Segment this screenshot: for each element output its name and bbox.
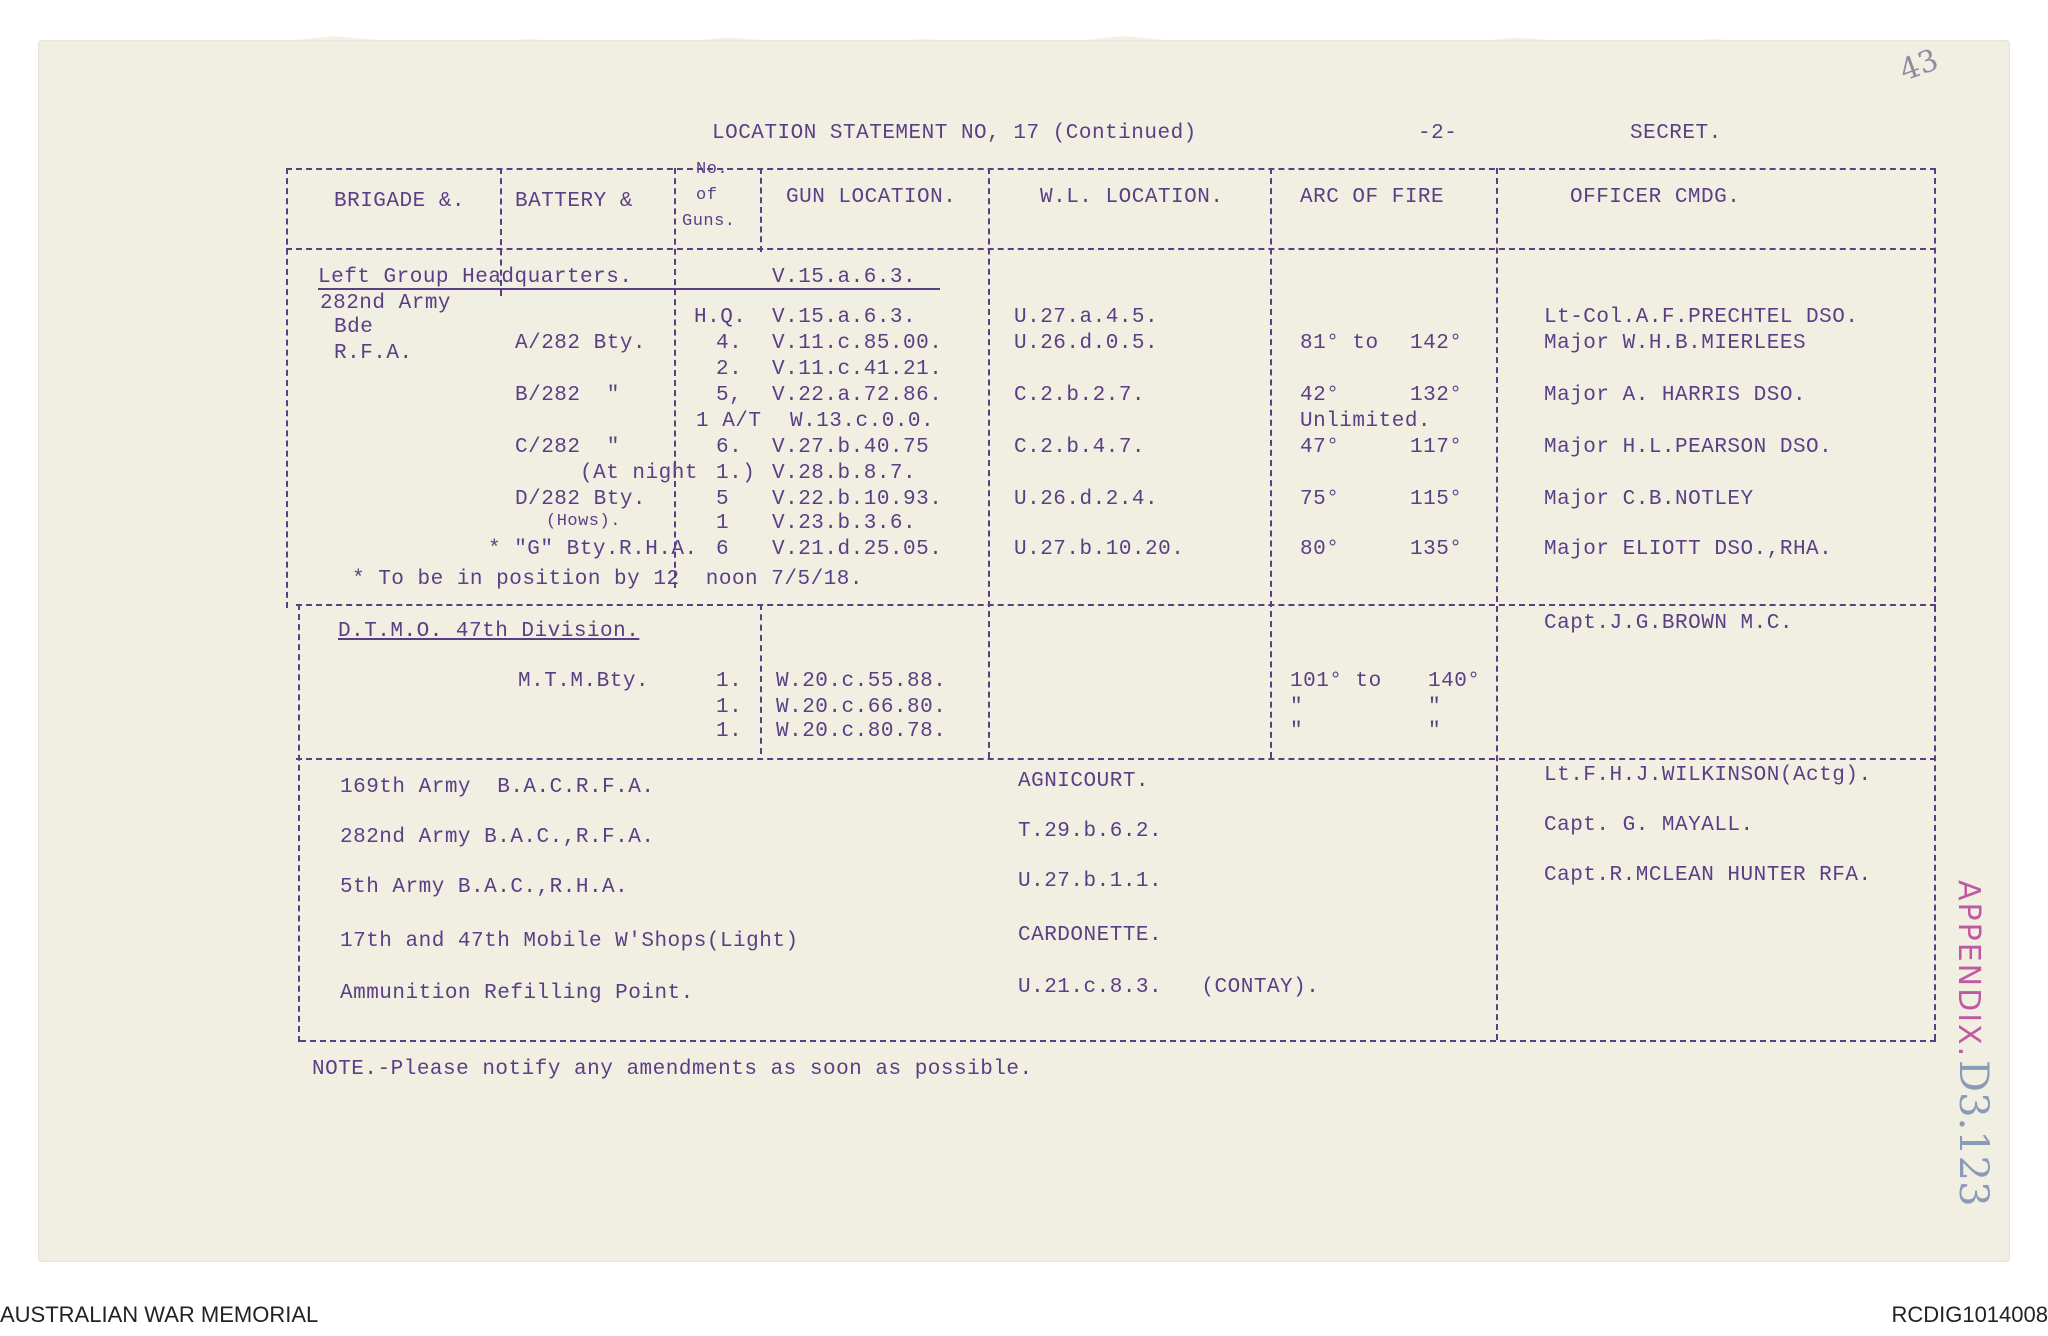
appendix-stamp: APPENDIX. [1951, 880, 1986, 1059]
footer-institution: AUSTRALIAN WAR MEMORIAL [0, 1302, 319, 1327]
dtmo-gun-location-cell: W.20.c.80.78. [776, 720, 947, 743]
header-guns-line2: of [696, 186, 718, 205]
officer-cell: Major A. HARRIS DSO. [1544, 384, 1807, 407]
gun-location-cell: V.22.a.72.86. [772, 384, 943, 407]
guns-cell: 2. [716, 358, 743, 381]
dtmo-officer: Capt.J.G.BROWN M.C. [1544, 612, 1793, 635]
guns-cell: H.Q. [694, 306, 747, 329]
wl-location-cell: U.27.a.4.5. [1014, 306, 1159, 329]
gun-location-cell: V.27.b.40.75 [772, 436, 930, 459]
header-guns-line1: No. [696, 160, 729, 179]
guns-cell: 1 [716, 512, 730, 535]
unit-cell: 17th and 47th Mobile W'Shops(Light) [340, 930, 799, 953]
unit-location-cell: U.21.c.8.3. (CONTAY). [1018, 976, 1320, 999]
left-group-location: V.15.a.6.3. [772, 266, 917, 289]
guns-cell: 4. [716, 332, 743, 355]
appendix-number: D3.123 [1950, 1060, 1996, 1207]
dtmo-guns-cell: 1. [716, 670, 743, 693]
gun-location-cell: W.13.c.0.0. [790, 410, 935, 433]
unit-cell: 282nd Army B.A.C.,R.F.A. [340, 826, 655, 849]
col-divider-guns-dtmo [760, 604, 762, 754]
dtmo-arc-to-cell: " [1428, 696, 1442, 719]
classification: SECRET. [1630, 122, 1722, 145]
unit-location-cell: AGNICOURT. [1018, 770, 1150, 793]
header-brigade: BRIGADE &. [334, 190, 466, 213]
arc-to-cell: 142° [1410, 332, 1463, 355]
unit-cell: 169th Army B.A.C.R.F.A. [340, 776, 655, 799]
officer-cell: Major W.H.B.MIERLEES [1544, 332, 1807, 355]
unit-cell: Ammunition Refilling Point. [340, 982, 694, 1005]
arc-to-cell: 135° [1410, 538, 1463, 561]
dtmo-arc-from-cell: " [1290, 720, 1304, 743]
guns-cell: 1 A/T [696, 410, 762, 433]
table-right-border [1934, 168, 1936, 1040]
arc-from-cell: 75° [1300, 488, 1340, 511]
table-left-border-lower [298, 604, 300, 1042]
gun-location-cell: V.22.b.10.93. [772, 488, 943, 511]
battery-cell: (Hows). [546, 512, 621, 531]
arc-from-cell: Unlimited. [1300, 410, 1432, 433]
brigade-name-line3: R.F.A. [334, 342, 413, 365]
battery-cell: C/282 " [515, 436, 620, 459]
col-divider-gunloc [988, 168, 990, 758]
header-bottom-border [286, 248, 1936, 250]
arc-from-cell: 42° [1300, 384, 1340, 407]
guns-cell: 5, [716, 384, 743, 407]
table-left-border [286, 168, 288, 608]
arc-from-cell: 81° to [1300, 332, 1379, 355]
officer-cell: Major ELIOTT DSO.,RHA. [1544, 538, 1833, 561]
unit-officer-cell: Lt.F.H.J.WILKINSON(Actg). [1544, 764, 1872, 787]
header-guns-line3: Guns. [682, 212, 736, 231]
table-bottom-border [300, 1040, 1936, 1042]
wl-location-cell: U.26.d.2.4. [1014, 488, 1159, 511]
unit-location-cell: CARDONETTE. [1018, 924, 1163, 947]
note-line: NOTE.-Please notify any amendments as soon as possible. [312, 1058, 1033, 1081]
left-group-underline [318, 288, 940, 290]
unit-cell: 5th Army B.A.C.,R.H.A. [340, 876, 629, 899]
guns-cell: 5 [716, 488, 730, 511]
unit-location-cell: T.29.b.6.2. [1018, 820, 1163, 843]
arc-to-cell: 117° [1410, 436, 1463, 459]
dtmo-guns-cell: 1. [716, 696, 743, 719]
battery-cell: * "G" Bty.R.H.A. [488, 538, 698, 561]
section-divider-2 [296, 758, 1936, 760]
officer-cell: Lt-Col.A.F.PRECHTEL DSO. [1544, 306, 1859, 329]
wl-location-cell: C.2.b.4.7. [1014, 436, 1146, 459]
col-divider-guns [760, 168, 762, 252]
col-divider-battery [674, 168, 676, 588]
header-gun-location: GUN LOCATION. [786, 186, 957, 209]
arc-from-cell: 80° [1300, 538, 1340, 561]
dtmo-gun-location-cell: W.20.c.66.80. [776, 696, 947, 719]
dtmo-battery: M.T.M.Bty. [518, 670, 650, 693]
corner-page-note: 43 [1895, 42, 1944, 89]
header-wl-location: W.L. LOCATION. [1040, 186, 1224, 209]
brigade-name-line2: Bde [334, 316, 374, 339]
unit-officer-cell: Capt. G. MAYALL. [1544, 814, 1754, 837]
dtmo-arc-to-cell: " [1428, 720, 1442, 743]
footer-identifier: RCDIG1014008 [1891, 1302, 2048, 1327]
document-title: LOCATION STATEMENT NO, 17 (Continued) [712, 122, 1197, 145]
header-arc-of-fire: ARC OF FIRE [1300, 186, 1445, 209]
left-group-footnote: * To be in position by 12 noon 7/5/18. [352, 568, 863, 591]
officer-cell: Major H.L.PEARSON DSO. [1544, 436, 1833, 459]
brigade-name-line1: 282nd Army [320, 292, 452, 315]
dtmo-guns-cell: 1. [716, 720, 743, 743]
col-divider-wl [1270, 168, 1272, 758]
table-top-border [286, 168, 1936, 170]
battery-cell: D/282 Bty. [515, 488, 647, 511]
section-divider-1 [296, 604, 1936, 606]
officer-cell: Major C.B.NOTLEY [1544, 488, 1754, 511]
arc-to-cell: 115° [1410, 488, 1463, 511]
unit-location-cell: U.27.b.1.1. [1018, 870, 1163, 893]
left-group-title: Left Group Headquarters. [318, 266, 633, 289]
gun-location-cell: V.11.c.41.21. [772, 358, 943, 381]
battery-cell: A/282 Bty. [515, 332, 647, 355]
gun-location-cell: V.11.c.85.00. [772, 332, 943, 355]
battery-cell: (At night [580, 462, 698, 485]
guns-cell: 6. [716, 436, 743, 459]
dtmo-gun-location-cell: W.20.c.55.88. [776, 670, 947, 693]
wl-location-cell: U.27.b.10.20. [1014, 538, 1185, 561]
dtmo-arc-from-cell: 101° to [1290, 670, 1382, 693]
arc-from-cell: 47° [1300, 436, 1340, 459]
unit-officer-cell: Capt.R.MCLEAN HUNTER RFA. [1544, 864, 1872, 887]
arc-to-cell: 132° [1410, 384, 1463, 407]
wl-location-cell: U.26.d.0.5. [1014, 332, 1159, 355]
dtmo-arc-to-cell: 140° [1428, 670, 1481, 693]
col-divider-arc [1496, 168, 1498, 1040]
guns-cell: 1.) [716, 462, 756, 485]
gun-location-cell: V.21.d.25.05. [772, 538, 943, 561]
dtmo-title: D.T.M.O. 47th Division. [338, 620, 640, 643]
gun-location-cell: V.23.b.3.6. [772, 512, 917, 535]
wl-location-cell: C.2.b.2.7. [1014, 384, 1146, 407]
dtmo-arc-from-cell: " [1290, 696, 1304, 719]
battery-cell: B/282 " [515, 384, 620, 407]
header-battery: BATTERY & [515, 190, 633, 213]
gun-location-cell: V.15.a.6.3. [772, 306, 917, 329]
gun-location-cell: V.28.b.8.7. [772, 462, 917, 485]
header-officer: OFFICER CMDG. [1570, 186, 1741, 209]
guns-cell: 6 [716, 538, 730, 561]
page-number: -2- [1418, 122, 1458, 145]
